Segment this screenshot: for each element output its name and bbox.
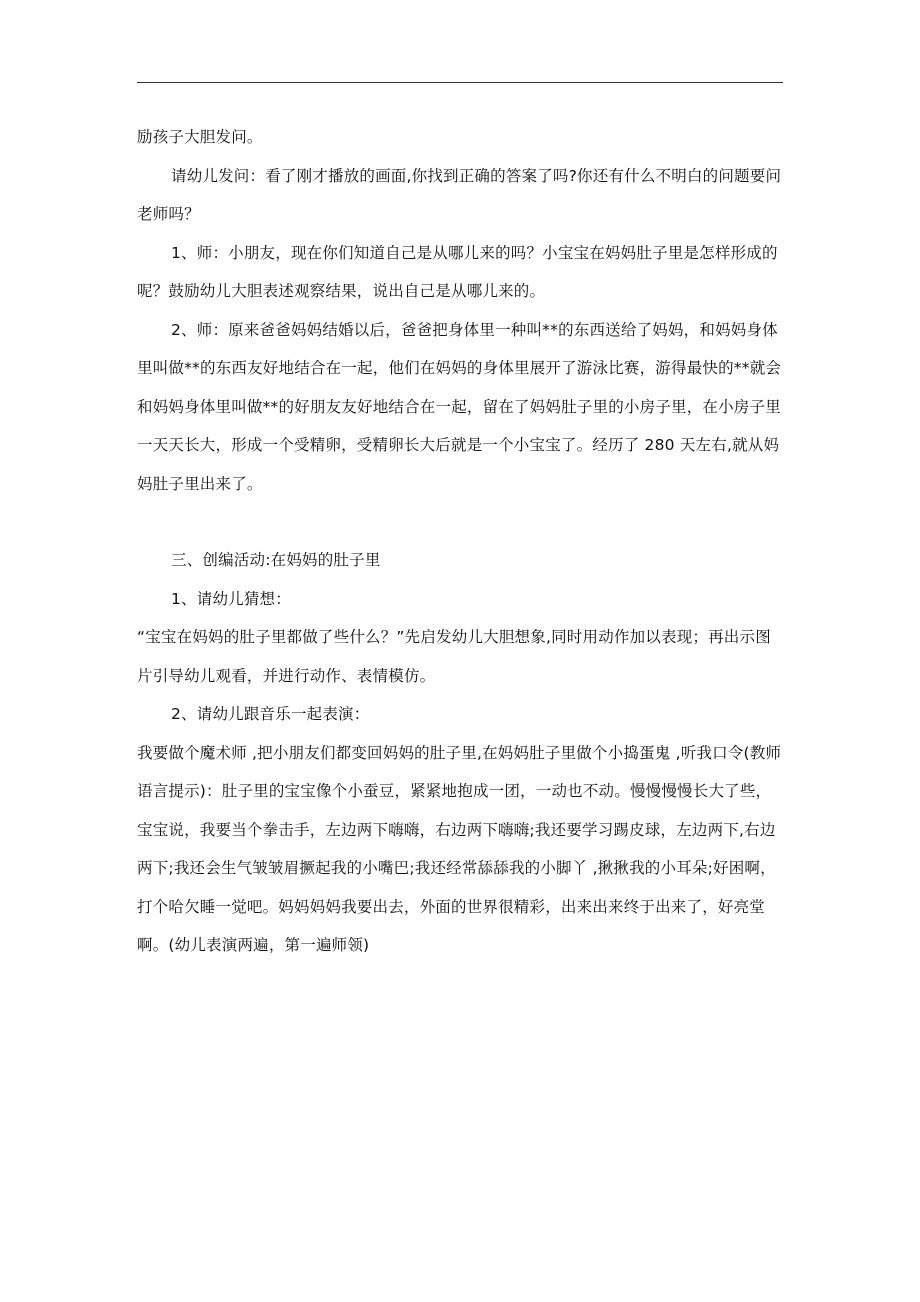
document-body bbox=[137, 118, 785, 965]
paragraph-teacher-1: 1、师：小朋友，现在你们知道自己是从哪儿来的吗？小宝宝在妈妈肚子里是怎样形成的呢？鼓励幼儿大胆表述观察结果，说出自己是从哪儿来的。 bbox=[137, 243, 778, 300]
paragraph-continuation: 励孩子大胆发问。 bbox=[137, 128, 263, 146]
header-rule bbox=[137, 82, 783, 83]
paragraph-guess: 1、请幼儿猜想： bbox=[171, 589, 291, 608]
paragraph-imagine: “宝宝在妈妈的肚子里都做了些什么？”先启发幼儿大胆想象,同时用动作加以表现；再出示图片引导幼儿观看，并进行动作、表情模仿。 bbox=[137, 628, 771, 685]
paragraph-music: 2、请幼儿跟音乐一起表演： bbox=[171, 705, 370, 723]
paragraph-ask-question: 请幼儿发问：看了刚才播放的画面,你找到正确的答案了吗?你还有什么不明白的问题要问老师吗？ bbox=[137, 166, 782, 223]
paragraph-teacher-2: 2、师：原来爸爸妈妈结婚以后，爸爸把身体里一种叫**的东西送给了妈妈，和妈妈身体里叫做**的东西友好地结合在一起，他们在妈妈的身体里展开了游泳比赛，游得最快的**就会和妈妈身体里叫做**的好朋友友好地结合在一起，留在了妈妈肚子里的小房子里，在小房子里一天天长大，形成一个受精卵，受精卵长大后就是一个小宝宝了。经历了 280 天左右,就从妈妈肚子里出来了。 bbox=[137, 320, 782, 493]
paragraph-performance: 我要做个魔术师 ,把小朋友们都变回妈妈的肚子里,在妈妈肚子里做个小捣蛋鬼 ,听我口令(教师语言提示)：肚子里的宝宝像个小蚕豆，紧紧地抱成一团，一动也不动。慢慢慢慢长大了些，宝宝说，我要当个拳击手，左边两下嗨嗨，右边两下嗨嗨;我还要学习踢皮球，左边两下,右边两下;我还会生气皱皱眉撅起我的小嘴巴;我还经常舔舔我的小脚丫 ,揪揪我的小耳朵;好困啊，打个哈欠睡一觉吧。妈妈妈妈我要出去，外面的世界很精彩，出来出来终于出来了，好亮堂啊。(幼儿表演两遍，第一遍师领) bbox=[137, 743, 782, 954]
paragraph-gap bbox=[137, 503, 785, 541]
section-heading: 三、创编活动:在妈妈的肚子里 bbox=[171, 551, 381, 569]
